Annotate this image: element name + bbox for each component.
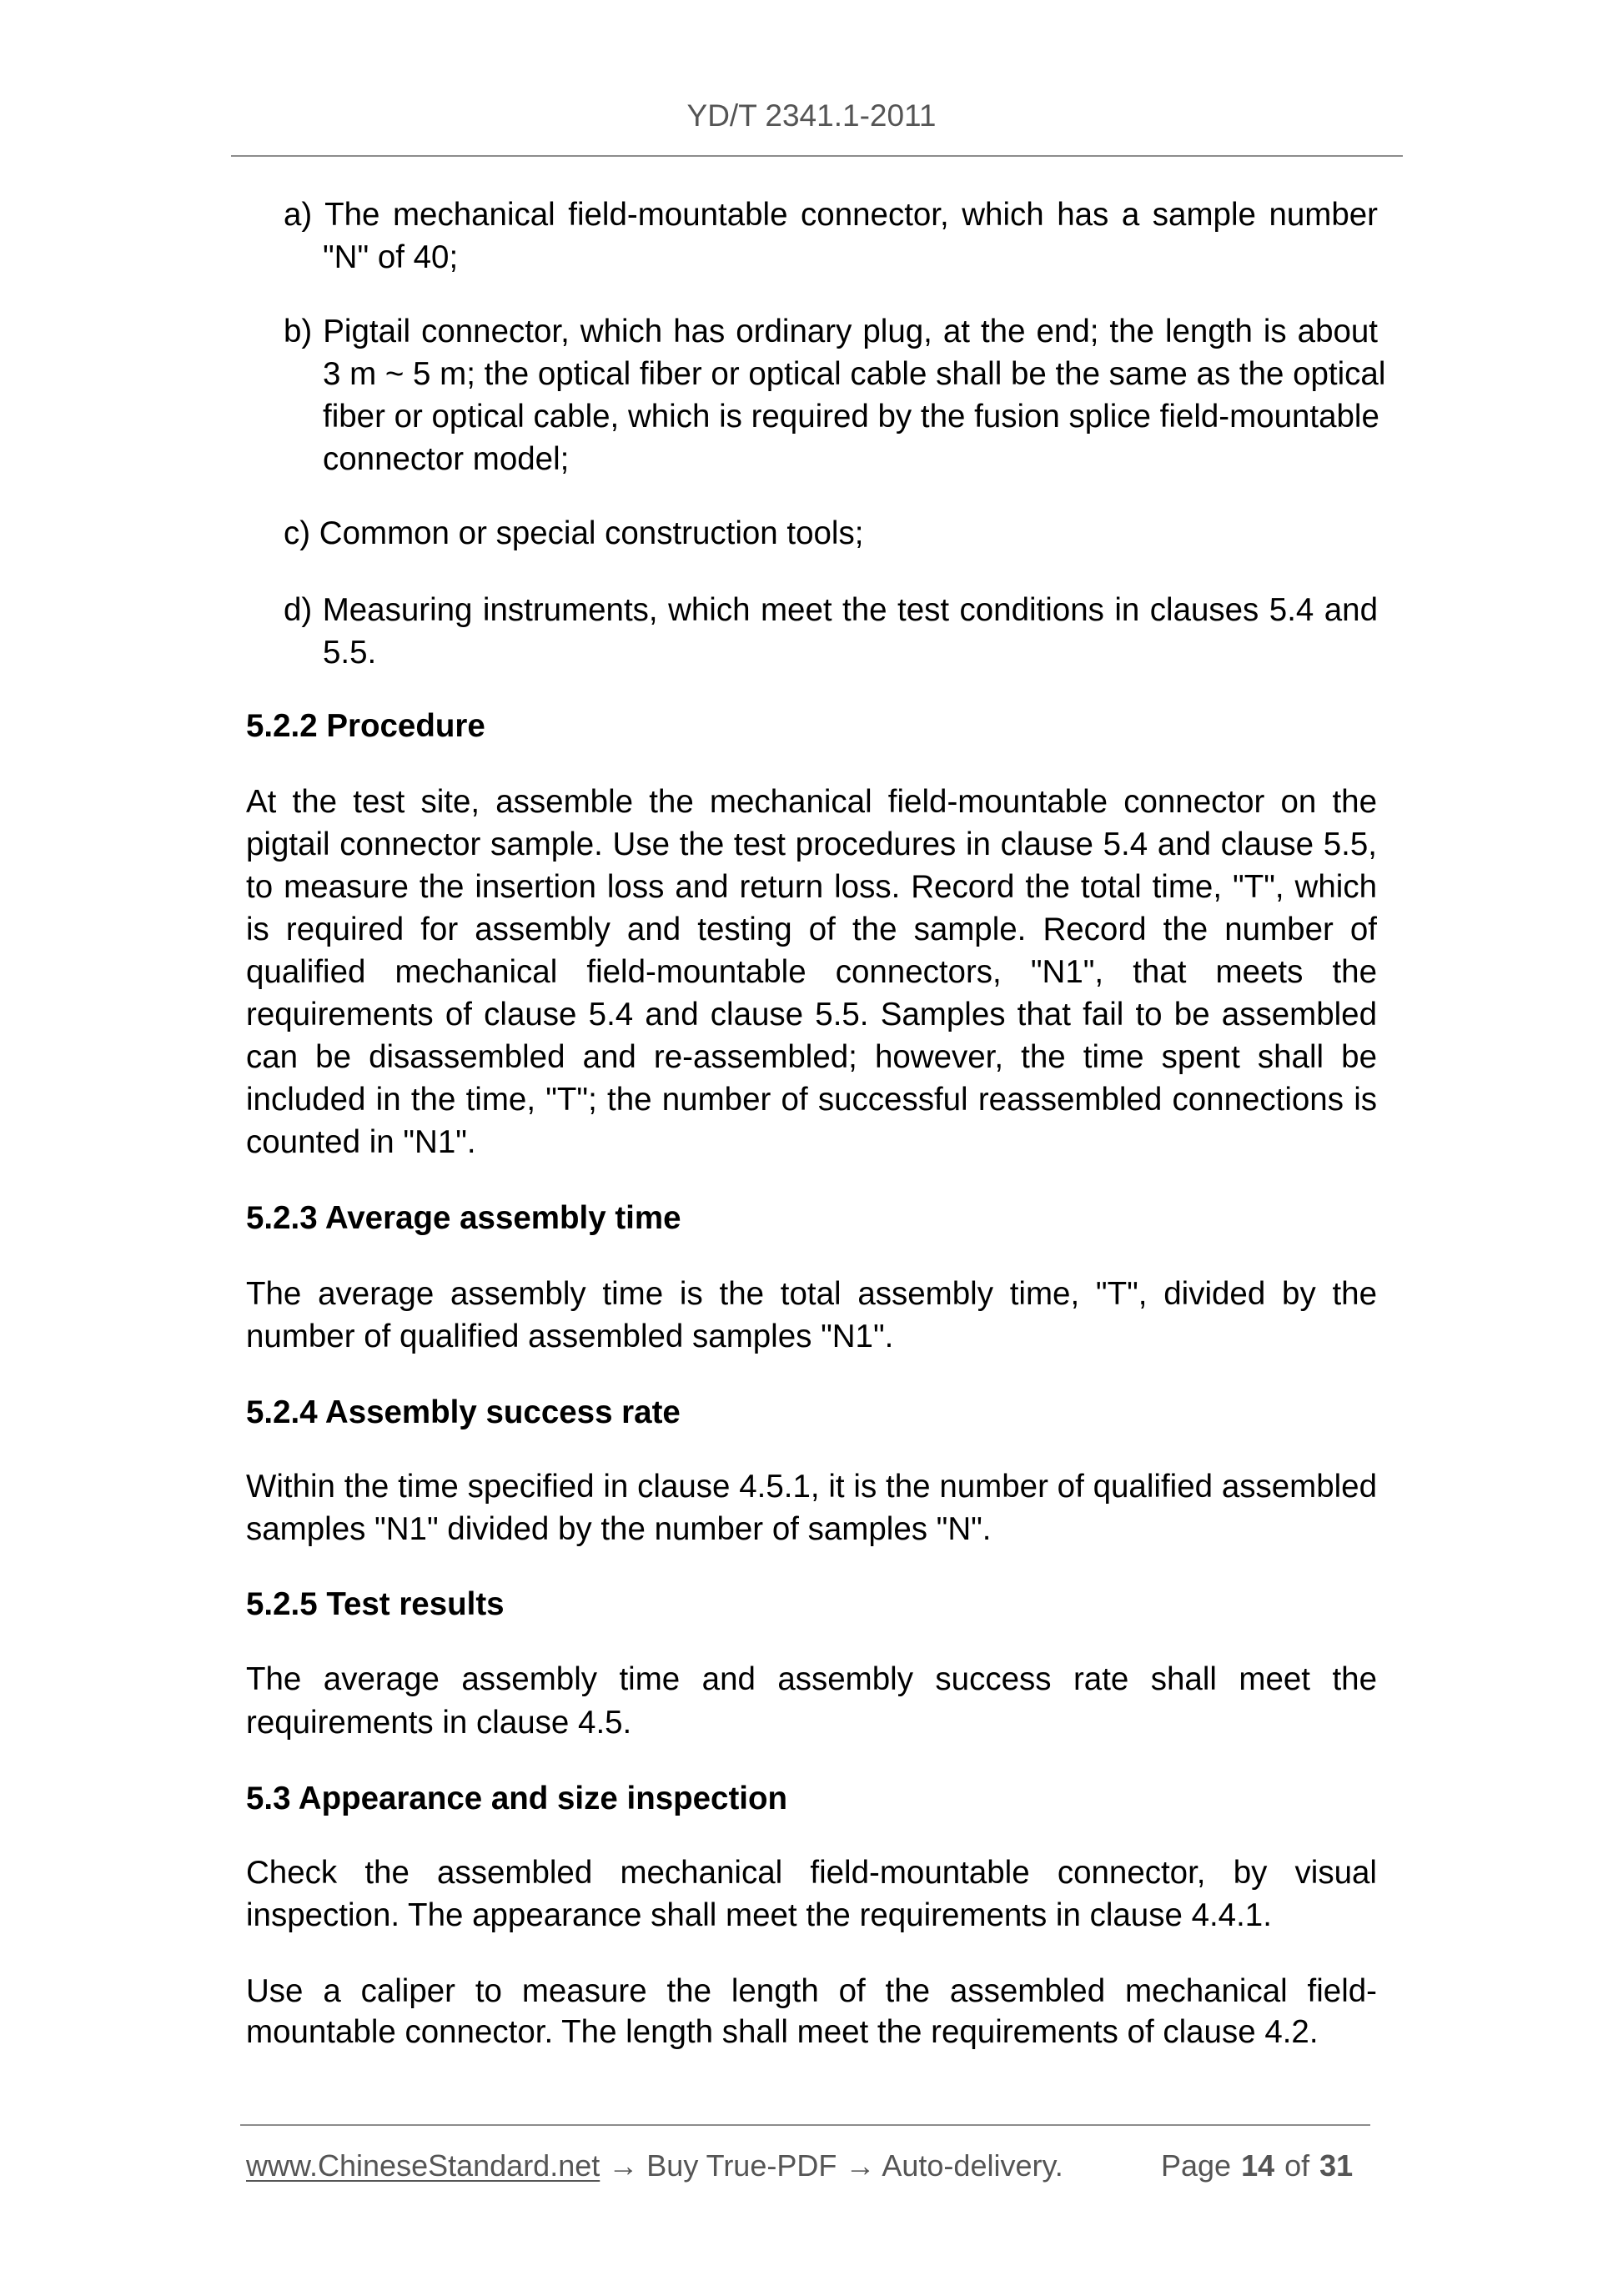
paragraph-line: samples "N1" divided by the number of samples "N". — [246, 1511, 992, 1547]
section-heading-5-2-5: 5.2.5 Test results — [246, 1586, 505, 1622]
list-item-text: The mechanical field-mountable connector, which has a sample number — [324, 197, 1378, 233]
paragraph-line: pigtail connector sample. Use the test procedures in clause 5.4 and clause 5.5, — [246, 826, 1377, 862]
paragraph-line: Check the assembled mechanical field-mountable connector, by visual — [246, 1855, 1377, 1891]
paragraph-line: The average assembly time and assembly success rate shall meet the — [246, 1661, 1377, 1697]
section-heading-5-2-4: 5.2.4 Assembly success rate — [246, 1394, 681, 1430]
paragraph-line: to measure the insertion loss and return loss. Record the total time, "T", which — [246, 869, 1377, 905]
page-total: 31 — [1319, 2148, 1354, 2183]
paragraph-line: The average assembly time is the total assembly time, "T", divided by the — [246, 1276, 1377, 1312]
chinesestandard-link[interactable]: www.ChineseStandard.net — [246, 2148, 600, 2183]
arrow-right-icon: → — [845, 2148, 876, 2183]
paragraph-line: Use a caliper to measure the length of the assembled mechanical field- — [246, 1973, 1377, 2009]
arrow-right-icon: → — [608, 2148, 639, 2183]
list-item-c — [284, 512, 1378, 555]
list-item-text: Common or special construction tools; — [319, 515, 864, 551]
list-item-d — [284, 589, 1378, 631]
footer-promo — [246, 2147, 1063, 2185]
page-indicator — [1161, 2147, 1353, 2185]
list-item-b-continuation: 3 m ~ 5 m; the optical fiber or optical cable shall be the same as the optical — [323, 356, 1386, 392]
document-header-title: YD/T 2341.1-2011 — [686, 98, 937, 133]
footer-step-delivery: Auto-delivery. — [882, 2148, 1063, 2183]
list-marker: d) — [284, 592, 313, 628]
page-of-label: of — [1284, 2148, 1310, 2183]
paragraph-line: counted in "N1". — [246, 1124, 476, 1160]
section-heading-5-3: 5.3 Appearance and size inspection — [246, 1781, 788, 1816]
paragraph-line: requirements of clause 5.4 and clause 5.5. Samples that fail to be assembled — [246, 997, 1377, 1032]
list-item-text: Measuring instruments, which meet the test conditions in clauses 5.4 and — [322, 592, 1378, 628]
paragraph-line: mountable connector. The length shall meet the requirements of clause 4.2. — [246, 2014, 1319, 2050]
list-item-a — [284, 193, 1378, 236]
paragraph-line: inspection. The appearance shall meet the requirements in clause 4.4.1. — [246, 1897, 1272, 1933]
paragraph-line: can be disassembled and re-assembled; however, the time spent shall be — [246, 1039, 1377, 1075]
section-heading-5-2-3: 5.2.3 Average assembly time — [246, 1200, 681, 1236]
list-marker: a) — [284, 197, 313, 233]
list-item-b-continuation: connector model; — [323, 441, 570, 477]
list-marker: b) — [284, 314, 313, 349]
paragraph-line: Within the time specified in clause 4.5.1, it is the number of qualified assembled — [246, 1469, 1377, 1505]
paragraph-line: number of qualified assembled samples "N1". — [246, 1319, 894, 1354]
paragraph-line: qualified mechanical field-mountable connectors, "N1", that meets the — [246, 954, 1377, 990]
page-label: Page — [1161, 2148, 1232, 2183]
page-current: 14 — [1241, 2148, 1275, 2183]
paragraph-line: is required for assembly and testing of the sample. Record the number of — [246, 912, 1377, 947]
list-item-text: Pigtail connector, which has ordinary plug, at the end; the length is about — [323, 314, 1379, 349]
list-item-b — [284, 310, 1378, 353]
list-item-b-continuation: fiber or optical cable, which is required by the fusion splice field-mountable — [323, 399, 1379, 435]
paragraph-line: included in the time, "T"; the number of successful reassembled connections is — [246, 1082, 1377, 1118]
list-marker: c) — [284, 515, 311, 551]
list-item-d-continuation: 5.5. — [323, 635, 377, 671]
paragraph-line: At the test site, assemble the mechanical field-mountable connector on the — [246, 784, 1377, 820]
header-divider — [231, 155, 1403, 157]
list-item-a-continuation: "N" of 40; — [323, 239, 459, 275]
paragraph-line: requirements in clause 4.5. — [246, 1705, 632, 1741]
footer-step-buy: Buy True-PDF — [646, 2148, 837, 2183]
footer-divider — [240, 2124, 1370, 2126]
section-heading-5-2-2: 5.2.2 Procedure — [246, 708, 485, 744]
